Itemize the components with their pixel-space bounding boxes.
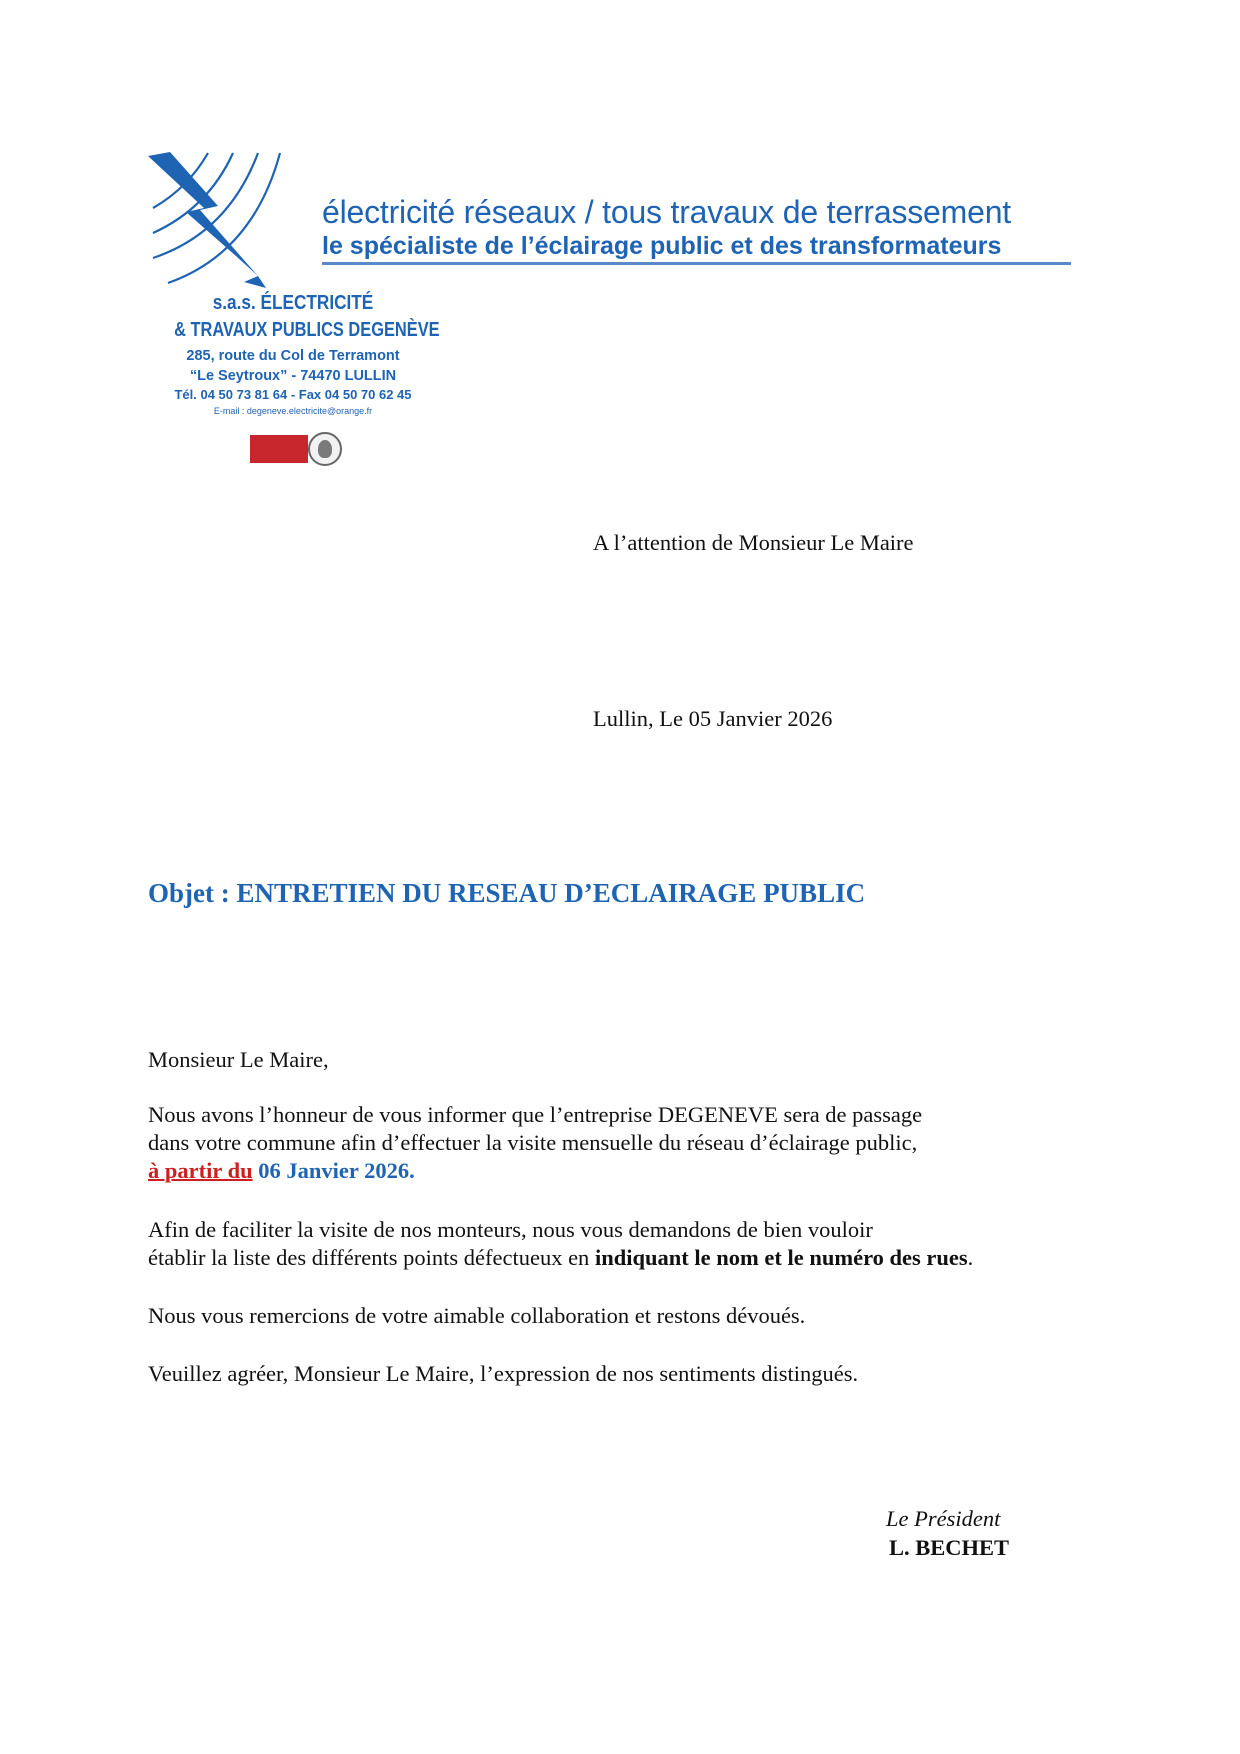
paragraph2-line2 (148, 1244, 973, 1272)
company-block (148, 290, 438, 418)
tagline-specialist: le spécialiste de l’éclairage public et des transformateurs (322, 232, 1002, 260)
company-email: E-mail : degeneve.electricite@orange.fr (213, 406, 373, 416)
recipient-line: A l’attention de Monsieur Le Maire (593, 530, 914, 555)
certification-label (250, 435, 308, 463)
signature-title: Le Président (886, 1506, 1001, 1531)
paragraph2-emphasis: indiquant le nom et le numéro des rues (594, 1245, 968, 1270)
tagline-underline (322, 262, 1071, 265)
company-logo-lightning (148, 148, 308, 288)
company-name-line2: & TRAVAUX PUBLICS DEGENÈVE (174, 319, 440, 341)
tagline-services: électricité réseaux / tous travaux de terrassement (322, 194, 1011, 230)
letter-subject: Objet : ENTRETIEN DU RESEAU D’ECLAIRAGE PUBLIC (148, 878, 866, 908)
certification-seal-icon (308, 432, 342, 466)
paragraph1-line3 (148, 1157, 922, 1185)
signature-name: L. BECHET (889, 1535, 1010, 1560)
paragraph-visit-notice (148, 1101, 922, 1185)
paragraph2-line2-end: . (967, 1245, 974, 1270)
company-name-line1: s.a.s. ÉLECTRICITÉ (212, 292, 374, 314)
company-address-line2: “Le Seytroux” - 74470 LULLIN (189, 368, 397, 384)
paragraph-request (148, 1216, 973, 1272)
start-date: 06 Janvier 2026. (258, 1158, 415, 1183)
paragraph1-line2: dans votre commune afin d’effectuer la visite mensuelle du réseau d’éclairage public, (148, 1130, 918, 1155)
paragraph2-line2-start: établir la liste des différents points défectueux en (148, 1245, 595, 1270)
paragraph-closing: Veuillez agréer, Monsieur Le Maire, l’expression de nos sentiments distingués. (148, 1361, 859, 1386)
salutation: Monsieur Le Maire, (148, 1047, 329, 1072)
date-line: Lullin, Le 05 Janvier 2026 (593, 706, 833, 731)
paragraph2-line1: Afin de faciliter la visite de nos monteurs, nous vous demandons de bien vouloir (148, 1217, 873, 1242)
paragraph1-line1: Nous avons l’honneur de vous informer que l’entreprise DEGENEVE sera de passage (148, 1102, 923, 1127)
certification-badge (250, 432, 348, 466)
paragraph-thanks: Nous vous remercions de votre aimable collaboration et restons dévoués. (148, 1303, 806, 1328)
start-date-label: à partir du (148, 1158, 253, 1183)
company-phone-fax: Tél. 04 50 73 81 64 - Fax 04 50 70 62 45 (174, 387, 412, 402)
company-address-line1: 285, route du Col de Terramont (186, 348, 400, 364)
